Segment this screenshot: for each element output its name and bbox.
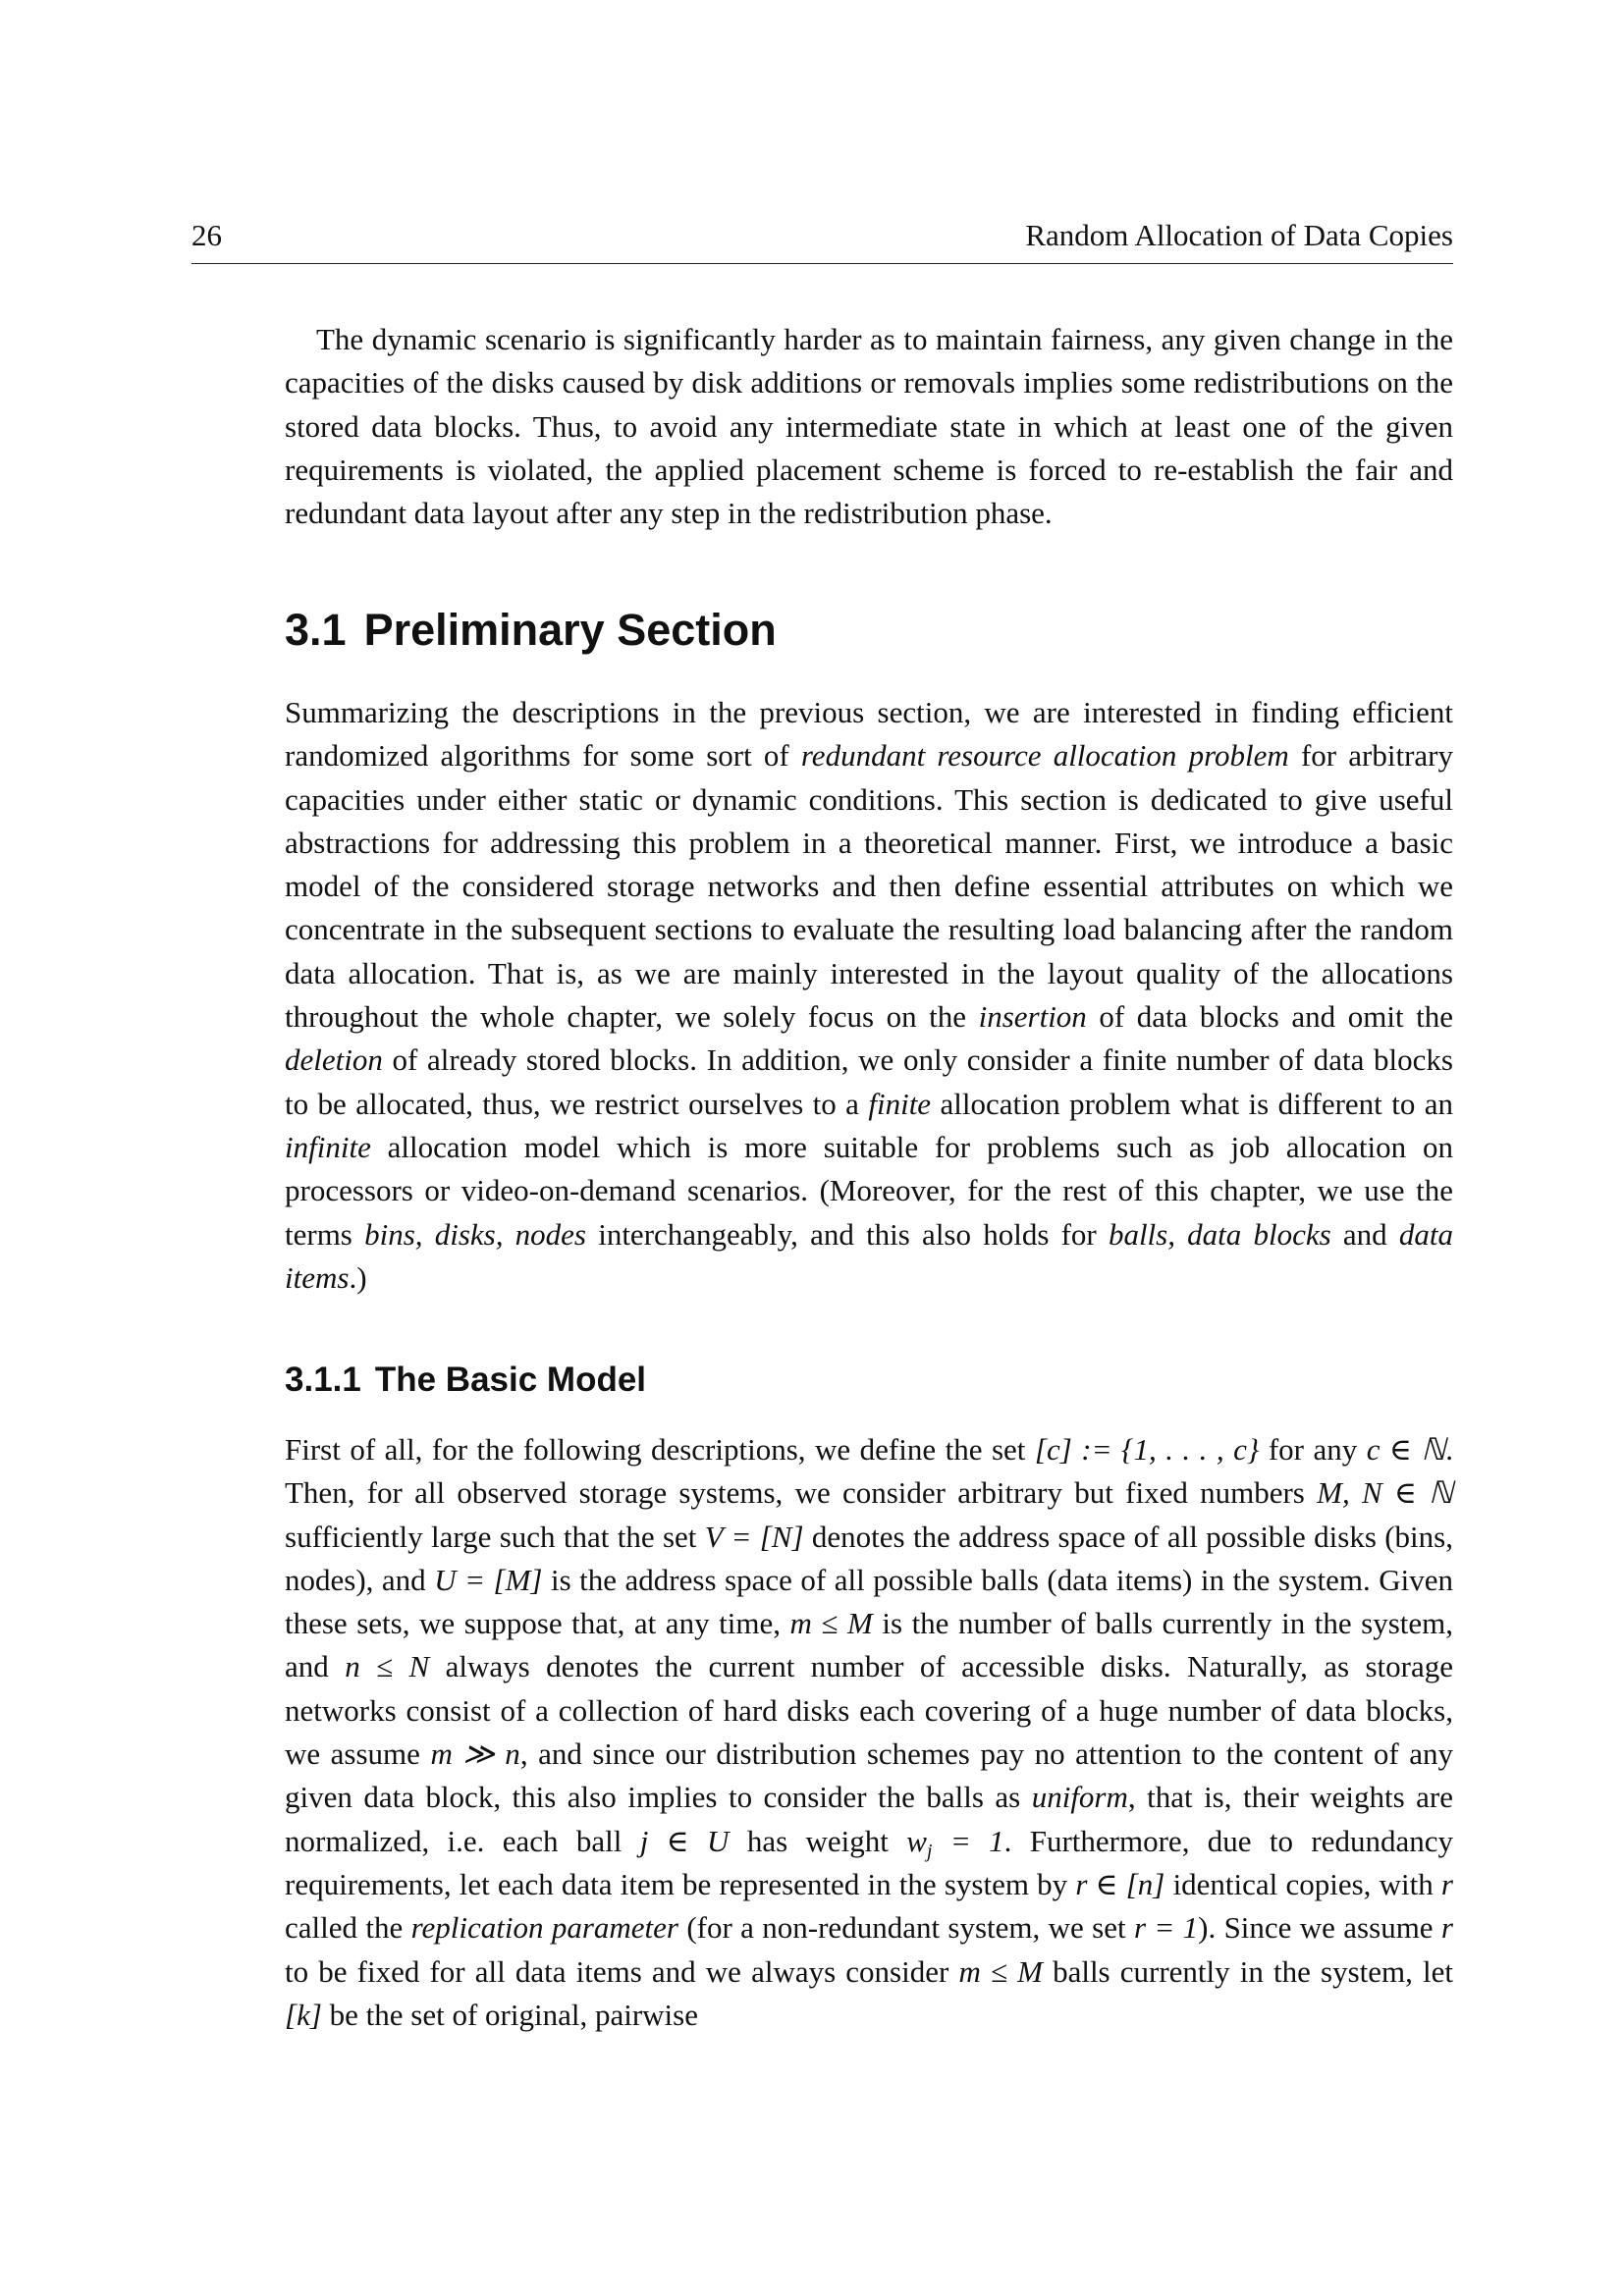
section-heading bbox=[285, 601, 777, 660]
emphasis: finite bbox=[868, 1086, 932, 1121]
emphasis: infinite bbox=[285, 1129, 371, 1164]
math-expression: c ∈ ℕ bbox=[1366, 1432, 1446, 1467]
running-title: Random Allocation of Data Copies bbox=[1025, 218, 1453, 252]
math-expression: m ≫ n bbox=[430, 1736, 520, 1772]
page-number: 26 bbox=[191, 218, 222, 252]
intro-paragraph-block bbox=[285, 318, 1453, 535]
math-expression: m ≤ M bbox=[789, 1606, 873, 1641]
math-expression: r ∈ [n] bbox=[1075, 1866, 1165, 1901]
math-subscript: j bbox=[926, 1840, 933, 1862]
emphasis: insertion bbox=[978, 999, 1087, 1035]
emphasis: uniform bbox=[1031, 1780, 1128, 1815]
model-paragraph: First of all, for the following descriptions, we define the set [c] := {1, . . . , c} for any c ∈ ℕ. Then, for all observed storage systems, we consider arbitrary but fixed numbers M, N ∈ ℕ sufficiently large such that the set V = [N] denotes the address space of all possible disks (bins, nodes), and U = [M] is the address space of all possible balls (data items) in the system. Given these sets, we suppose that, at any time, m ≤ M is the number of balls currently in the system, and n ≤ N always denotes the current number of accessible disks. Naturally, as storage networks consist of a collection of hard disks each covering of a huge number of data blocks, we assume m ≫ n, and since our distribution schemes pay no attention to the content of any given data block, this also implies to consider the balls as uniform, that is, their weights are normalized, i.e. each ball j ∈ U has weight $w_j = 1$. Furthermore, due to redundancy requirements, let each data item be represented in the system by r ∈ [n] identical copies, with r called the replication parameter (for a non-redundant system, we set r = 1). Since we assume r to be fixed for all data items and we always consider m ≤ M balls currently in the system, let [k] be the set of original, pairwise bbox=[285, 1432, 1454, 2032]
math-expression: U = [M] bbox=[434, 1562, 543, 1597]
section-paragraph-block bbox=[285, 691, 1453, 1300]
emphasis: data items bbox=[285, 1216, 1453, 1295]
emphasis: redundant resource allocation problem bbox=[800, 738, 1289, 774]
math-expression: n ≤ N bbox=[345, 1649, 430, 1684]
math-expression: [k] bbox=[285, 1997, 322, 2032]
section-paragraph: Summarizing the descriptions in the previous section, we are interested in finding efficient randomized algorithms for some sort of redundant resource allocation problem for arbitrary capacities under either static or dynamic conditions. This section is dedicated to give useful abstractions for addressing this problem in a theoretical manner. First, we introduce a basic model of the considered storage networks and then define essential attributes on which we concentrate in the subsequent sections to evaluate the resulting load balancing after the random data allocation. That is, as we are mainly interested in the layout quality of the allocations throughout the whole chapter, we solely focus on the insertion of data blocks and omit the deletion of already stored blocks. In addition, we only consider a finite number of data blocks to be allocated, thus, we restrict ourselves to a finite allocation problem what is different to an infinite allocation model which is more suitable for problems such as job allocation on processors or video-on-demand scenarios. (Moreover, for the rest of this chapter, we use the terms bins, disks, nodes interchangeably, and this also holds for balls, data blocks and data items.) bbox=[285, 695, 1454, 1295]
running-header bbox=[191, 216, 1453, 264]
math-expression: [c] := {1, . . . , c} bbox=[1034, 1432, 1260, 1467]
math-expression: V = [N] bbox=[704, 1519, 804, 1554]
emphasis: balls, data blocks bbox=[1108, 1216, 1331, 1252]
subsection-heading bbox=[285, 1357, 646, 1404]
section-title: Preliminary Section bbox=[363, 605, 777, 655]
math-expression: r bbox=[1440, 1866, 1453, 1901]
emphasis: deletion bbox=[285, 1042, 383, 1078]
math-expression: r bbox=[1440, 1910, 1453, 1946]
model-paragraph-block bbox=[285, 1428, 1453, 2037]
subsection-number: 3.1.1 bbox=[285, 1361, 361, 1399]
subsection-title: The Basic Model bbox=[374, 1361, 647, 1399]
math-expression: M, N ∈ ℕ bbox=[1317, 1475, 1453, 1511]
math-expression: = 1 bbox=[932, 1823, 1004, 1858]
math-expression: j ∈ U bbox=[639, 1823, 730, 1858]
math-expression: m ≤ M bbox=[958, 1953, 1043, 1989]
emphasis: replication parameter bbox=[410, 1910, 678, 1946]
math-expression: r = 1 bbox=[1133, 1910, 1199, 1946]
intro-paragraph: The dynamic scenario is significantly harder as to maintain fairness, any given change in the capacities of the disks caused by disk additions or removals implies some redistributions on the stored data blocks. Thus, to avoid any intermediate state in which at least one of the given requirements is violated, the applied placement scheme is forced to re-establish the fair and redundant data layout after any step in the redistribution phase. bbox=[285, 322, 1453, 531]
emphasis: bins, disks, nodes bbox=[364, 1216, 586, 1252]
section-number: 3.1 bbox=[285, 605, 347, 655]
math-expression: w bbox=[906, 1823, 927, 1858]
